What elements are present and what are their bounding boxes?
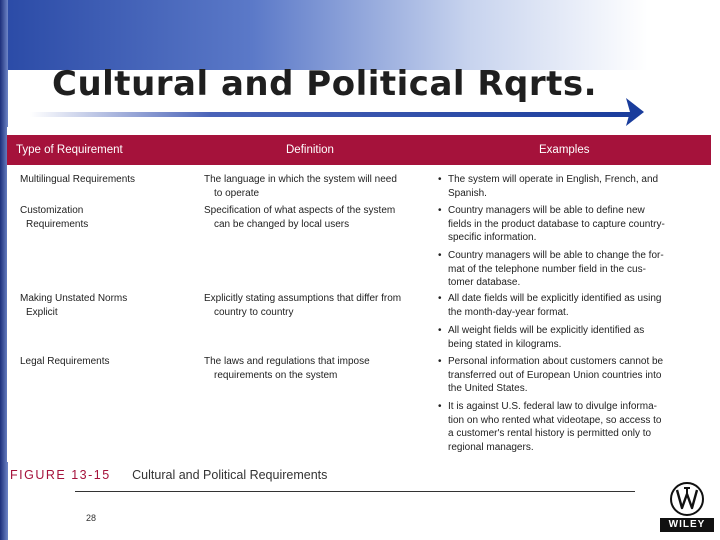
row-4-type-text: Legal Requirements bbox=[20, 356, 110, 367]
figure-caption bbox=[10, 468, 327, 482]
row-4-type bbox=[20, 355, 200, 369]
row-3-type bbox=[20, 292, 200, 319]
table-header bbox=[7, 135, 711, 165]
row-4-definition-line-2: requirements on the system bbox=[214, 369, 338, 381]
row-3-example-2-line-1: All weight fields will be explicitly identified as bbox=[448, 325, 645, 336]
bullet-icon: • bbox=[438, 356, 442, 367]
row-1-definition-line-2: to operate bbox=[214, 187, 260, 199]
wiley-seal-icon bbox=[660, 480, 714, 518]
row-3-example-1-line-1: All date fields will be explicitly identified as using bbox=[448, 293, 662, 304]
row-2-example-2 bbox=[435, 249, 705, 290]
row-3-example-1 bbox=[435, 292, 705, 319]
bullet-icon: • bbox=[438, 401, 442, 412]
row-2-example-2-line-2: mat of the telephone number field in the cus- bbox=[448, 263, 646, 275]
bullet-icon: • bbox=[438, 325, 442, 336]
row-1-example-1-line-2: Spanish. bbox=[448, 187, 487, 199]
row-3-type-line-2: Explicit bbox=[26, 306, 58, 318]
row-1-example-1 bbox=[435, 173, 705, 200]
row-4-example-2-line-4: regional managers. bbox=[448, 441, 534, 453]
header-examples: Examples bbox=[539, 144, 590, 156]
page-number: 28 bbox=[86, 513, 97, 523]
bullet-icon: • bbox=[438, 205, 442, 216]
row-4-example-2-line-3: a customer's rental history is permitted only to bbox=[448, 428, 652, 439]
figure-label: FIGURE 13-15 bbox=[10, 468, 111, 482]
slide-title: Cultural and Political Rqrts. bbox=[52, 64, 598, 104]
row-1-example-1-line-1: The system will operate in English, French, and bbox=[448, 174, 659, 185]
requirements-figure bbox=[7, 127, 711, 462]
row-3-example-1-line-2: the month-day-year format. bbox=[448, 306, 569, 318]
row-2-type-line-2: Requirements bbox=[26, 218, 89, 230]
row-4-example-1 bbox=[435, 355, 705, 396]
row-4-example-1-line-3: the United States. bbox=[448, 383, 528, 394]
row-2-example-2-line-1: Country managers will be able to change the for- bbox=[448, 250, 664, 261]
row-1-definition bbox=[204, 173, 434, 200]
row-1-type-text: Multilingual Requirements bbox=[20, 174, 136, 185]
row-2-example-1-line-2: fields in the product database to capture country- bbox=[448, 218, 665, 230]
row-3-definition-line-1: Explicitly stating assumptions that differ from bbox=[204, 293, 402, 304]
figure-caption-text: Cultural and Political Requirements bbox=[132, 468, 328, 482]
row-2-example-1 bbox=[435, 204, 705, 245]
row-4-example-2-line-1: It is against U.S. federal law to divulge informa- bbox=[448, 401, 657, 412]
row-2-type bbox=[20, 204, 200, 231]
row-2-example-1-line-3: specific information. bbox=[448, 232, 537, 243]
wiley-logo bbox=[660, 480, 714, 536]
row-3-example-2 bbox=[435, 324, 705, 351]
row-3-definition bbox=[204, 292, 434, 319]
row-2-definition-line-2: can be changed by local users bbox=[214, 218, 350, 230]
wiley-logo-text: WILEY bbox=[660, 518, 714, 532]
row-2-type-line-1: Customization bbox=[20, 205, 84, 216]
row-4-example-1-line-1: Personal information about customers cannot be bbox=[448, 356, 664, 367]
row-2-definition bbox=[204, 204, 434, 231]
row-4-example-2 bbox=[435, 400, 705, 454]
row-4-definition-line-1: The laws and regulations that impose bbox=[204, 356, 370, 367]
row-4-definition bbox=[204, 355, 434, 382]
top-gradient-band bbox=[0, 0, 720, 70]
row-3-type-line-1: Making Unstated Norms bbox=[20, 293, 128, 304]
bullet-icon: • bbox=[438, 174, 442, 185]
row-1-definition-line-1: The language in which the system will need bbox=[204, 174, 397, 185]
header-type-of-requirement: Type of Requirement bbox=[16, 144, 123, 156]
arrow-right-icon bbox=[626, 98, 644, 126]
row-1-type bbox=[20, 173, 200, 187]
bullet-icon: • bbox=[438, 250, 442, 261]
header-definition: Definition bbox=[286, 144, 334, 156]
row-3-definition-line-2: country to country bbox=[214, 306, 294, 318]
row-2-definition-line-1: Specification of what aspects of the system bbox=[204, 205, 396, 216]
bullet-icon: • bbox=[438, 293, 442, 304]
row-2-example-2-line-3: tomer database. bbox=[448, 277, 521, 288]
row-4-example-1-line-2: transferred out of European Union countries into bbox=[448, 369, 662, 381]
row-4-example-2-line-2: tion on who rented what videotape, so access to bbox=[448, 414, 662, 426]
row-3-example-2-line-2: being stated in kilograms. bbox=[448, 338, 562, 350]
footer-divider bbox=[75, 491, 635, 492]
title-underline bbox=[30, 112, 632, 117]
row-2-example-1-line-1: Country managers will be able to define new bbox=[448, 205, 645, 216]
